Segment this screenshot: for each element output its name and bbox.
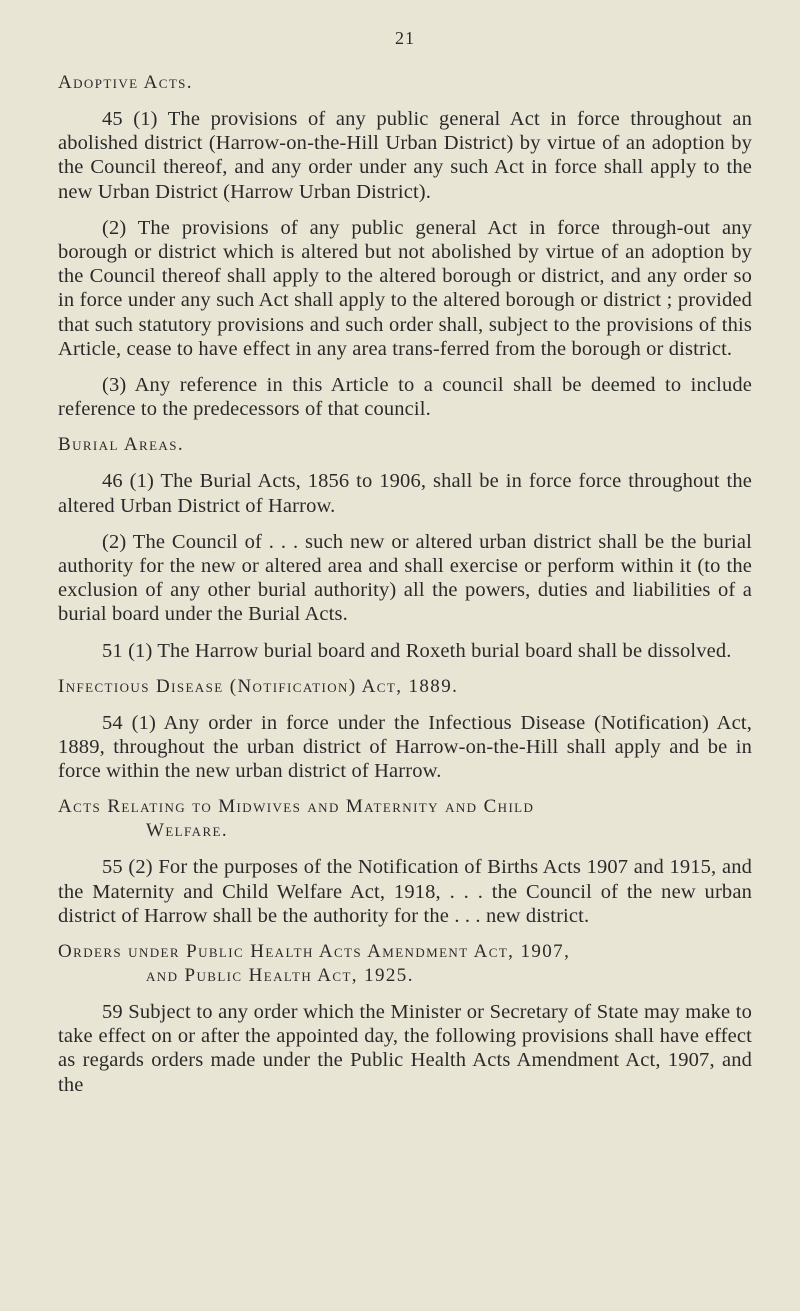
paragraph: 54 (1) Any order in force under the Infectious Disease (Notification) Act, 1889, throughout the urban district of Harrow-on-the-Hill shall apply and be in force within the new urban district of Harrow. xyxy=(58,711,752,783)
section-infectious-disease xyxy=(58,675,752,784)
paragraph: 55 (2) For the purposes of the Notification of Births Acts 1907 and 1915, and the Maternity and Child Welfare Act, 1918, . . . the Council of the new urban district of Harrow shall be the authority for the . . . new district. xyxy=(58,856,752,927)
paragraph: (2) The Council of . . . such new or altered urban district shall be the burial authority for the new or altered area and shall exercise or perform within it (to the exclusion of any other burial authority) all the powers, duties and liabilities of a burial board under the Burial Acts. xyxy=(58,530,752,626)
paragraph: (2) The provisions of any public general Act in force through-out any borough or district which is altered but not abolished by virtue of an adoption by the Council thereof shall apply to the altered borough or district, and any order so in force under any such Act shall apply to the altered borough or district ; provided that such statutory provisions and such order shall, subject to the provisions of this Article, cease to have effect in any area trans-ferred from the borough or district. xyxy=(58,216,752,360)
section-adoptive-acts xyxy=(58,71,752,421)
paragraph: 45 (1) The provisions of any public general Act in force throughout an abolished district (Harrow-on-the-Hill Urban District) by virtue of an adoption by the Council thereof, and any order under any such Act in force shall apply to the new Urban District (Harrow Urban District). xyxy=(58,108,752,203)
paragraph: 59 Subject to any order which the Minister or Secretary of State may make to take effect on or after the appointed day, the following provisions shall have effect as regards orders made under the Public Health Acts Amendment Act, 1907, and the xyxy=(58,1001,752,1096)
section-burial-areas xyxy=(58,433,752,662)
paragraph: 51 (1) The Harrow burial board and Roxeth burial board shall be dissolved. xyxy=(102,639,732,662)
section-heading xyxy=(58,940,752,988)
page-number: 21 xyxy=(395,28,415,48)
section-heading-continuation: and Public Health Act, 1925. xyxy=(146,965,414,987)
paragraph: (3) Any reference in this Article to a council shall be deemed to include reference to the predecessors of that council. xyxy=(58,374,752,421)
paragraph: 46 (1) The Burial Acts, 1856 to 1906, shall be in force force throughout the altered Urban District of Harrow. xyxy=(58,470,752,517)
section-heading-line: Orders under Public Health Acts Amendment Act, 1907, xyxy=(58,941,571,963)
section-midwives-maternity xyxy=(58,795,752,928)
section-heading xyxy=(58,795,752,843)
section-heading: Burial Areas. xyxy=(58,434,184,456)
section-heading-line: Acts Relating to Midwives and Maternity and Child xyxy=(58,796,535,818)
section-public-health-orders xyxy=(58,940,752,1097)
section-heading-continuation: Welfare. xyxy=(146,820,229,842)
section-heading: Infectious Disease (Notification) Act, 1889. xyxy=(58,675,459,697)
section-heading: Adoptive Acts. xyxy=(58,72,193,93)
